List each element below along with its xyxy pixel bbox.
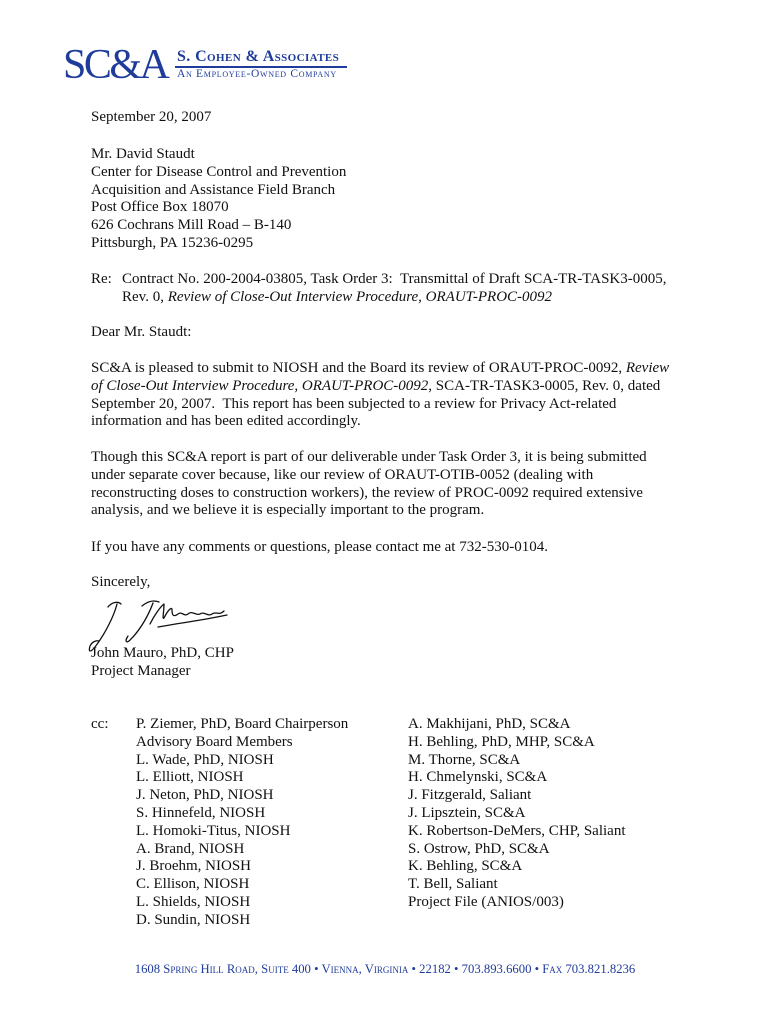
cc-recipient: P. Ziemer, PhD, Board Chairperson xyxy=(136,716,349,732)
recipient-line: Mr. David Staudt xyxy=(91,146,195,162)
recipient-line: Pittsburgh, PA 15236-0295 xyxy=(91,234,254,251)
cc-recipient: A. Makhijani, PhD, SC&A xyxy=(408,716,571,732)
letter-date xyxy=(91,109,211,127)
paragraph-text: , SCA-TR-TASK3-0005, Rev. 0, dated xyxy=(428,377,661,394)
paragraph-line: reconstructing doses to construction workers), the review of PROC-0092 required extensive xyxy=(91,484,643,501)
company-logo: SC&A xyxy=(63,42,168,88)
paragraph-line: September 20, 2007. This report has been subjected to a review for Privacy Act-related xyxy=(91,395,617,412)
paragraph-line: If you have any comments or questions, please contact me at 732-530-0104. xyxy=(91,539,548,555)
cc-recipient: K. Robertson-DeMers, CHP, Saliant xyxy=(408,822,626,839)
cc-recipient: H. Behling, PhD, MHP, SC&A xyxy=(408,733,595,750)
company-name: S. Cohen & Associates xyxy=(177,48,340,65)
subject-reference xyxy=(91,271,667,307)
paragraph-italic-text: of Close-Out Interview Procedure, ORAUT-PROC-0092 xyxy=(91,377,429,394)
paragraph-line: under separate cover because, like our review of ORAUT-OTIB-0052 (dealing with xyxy=(91,466,594,483)
cc-recipient: H. Chmelynski, SC&A xyxy=(408,769,548,786)
cc-recipient: L. Homoki-Titus, NIOSH xyxy=(136,822,291,839)
salutation xyxy=(91,324,191,342)
cc-recipient: J. Lipsztein, SC&A xyxy=(408,804,526,821)
subject-text: Contract No. 200-2004-03805, Task Order 3: Transmittal of Draft SCA-TR-TASK3-0005, xyxy=(122,271,667,287)
cc-recipient: K. Behling, SC&A xyxy=(408,858,523,875)
cc-label-text: cc: xyxy=(91,716,109,732)
cc-recipient: C. Ellison, NIOSH xyxy=(136,876,250,893)
subject-text: Rev. 0, xyxy=(122,288,168,305)
cc-recipient: Advisory Board Members xyxy=(136,733,293,750)
recipient-line: Acquisition and Assistance Field Branch xyxy=(91,181,336,198)
paragraph-italic-text: Review xyxy=(625,360,670,376)
signer-block xyxy=(91,645,234,681)
body-paragraph-3 xyxy=(91,539,548,557)
paragraph-line xyxy=(91,360,669,378)
cc-recipient: M. Thorne, SC&A xyxy=(408,751,521,768)
signer-title: Project Manager xyxy=(91,662,191,679)
subject-document-title: Review of Close-Out Interview Procedure, ORAUT-PROC-0092 xyxy=(167,288,553,305)
recipient-line: Post Office Box 18070 xyxy=(91,199,229,216)
cc-recipient: S. Hinnefeld, NIOSH xyxy=(136,804,266,821)
recipient-address xyxy=(91,146,346,253)
paragraph-line: Though this SC&A report is part of our deliverable under Task Order 3, it is being submitted xyxy=(91,449,647,465)
closing-line: Sincerely, xyxy=(91,574,151,590)
paragraph-line: information and has been edited accordingly. xyxy=(91,413,361,430)
cc-label xyxy=(91,716,108,734)
cc-recipient: D. Sundin, NIOSH xyxy=(136,911,251,928)
subject-line-2 xyxy=(91,289,667,307)
cc-recipient: L. Shields, NIOSH xyxy=(136,893,251,910)
cc-recipient: J. Broehm, NIOSH xyxy=(136,858,251,875)
signer-name: John Mauro, PhD, CHP xyxy=(91,645,234,661)
subject-line-1 xyxy=(91,271,667,289)
cc-recipient: Project File (ANIOS/003) xyxy=(408,893,564,910)
closing xyxy=(91,574,150,592)
paragraph-line xyxy=(91,378,669,396)
cc-recipient: A. Brand, NIOSH xyxy=(136,840,245,857)
cc-recipient: S. Ostrow, PhD, SC&A xyxy=(408,840,550,857)
cc-list-left xyxy=(136,716,348,930)
letterhead-footer-address: 1608 Spring Hill Road, Suite 400 • Vienna, Virginia • 22182 • 703.893.6600 • Fax 703.821.8236 xyxy=(134,962,636,976)
body-paragraph-1 xyxy=(91,360,669,431)
salutation-line: Dear Mr. Staudt: xyxy=(91,324,192,340)
recipient-line: 626 Cochrans Mill Road – B-140 xyxy=(91,217,292,234)
paragraph-line: analysis, and we believe it is especially important to the program. xyxy=(91,502,485,519)
company-tagline: An Employee-Owned Company xyxy=(177,68,337,80)
cc-recipient: J. Fitzgerald, Saliant xyxy=(408,787,532,804)
cc-recipient: T. Bell, Saliant xyxy=(408,876,498,893)
cc-recipient: L. Wade, PhD, NIOSH xyxy=(136,751,274,768)
date-line: September 20, 2007 xyxy=(91,109,212,125)
recipient-line: Center for Disease Control and Prevention xyxy=(91,163,347,180)
cc-recipient: L. Elliott, NIOSH xyxy=(136,769,244,786)
subject-label: Re: xyxy=(91,271,112,287)
cc-recipient: J. Neton, PhD, NIOSH xyxy=(136,787,274,804)
cc-list-right xyxy=(408,716,626,912)
paragraph-text: SC&A is pleased to submit to NIOSH and the Board its review of ORAUT-PROC-0092, xyxy=(91,360,626,376)
body-paragraph-2 xyxy=(91,449,647,520)
